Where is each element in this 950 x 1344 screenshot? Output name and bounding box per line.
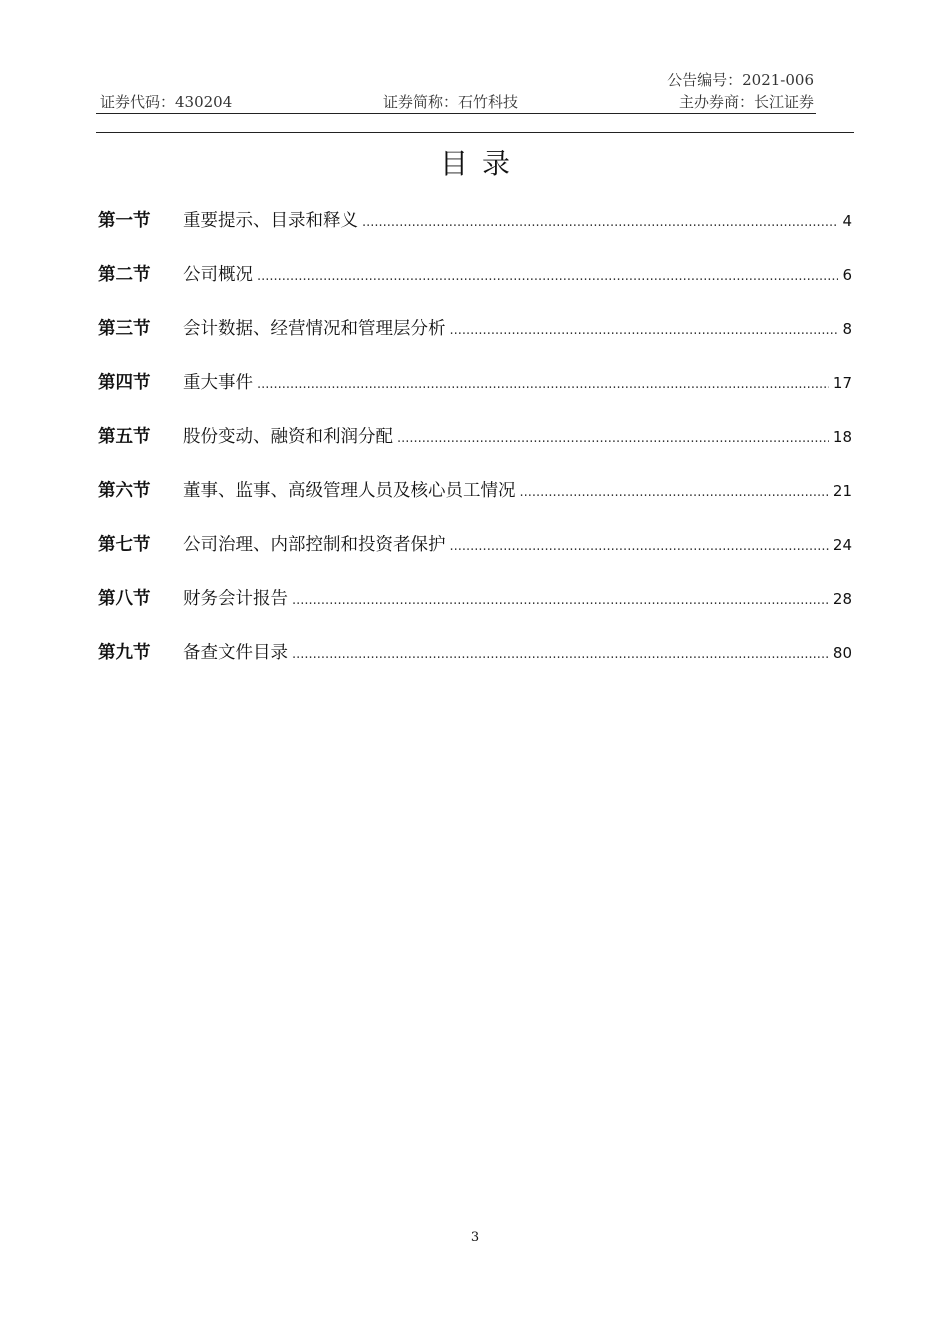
- toc-entry[interactable]: [98, 423, 852, 477]
- toc-leader-dots: [397, 431, 829, 446]
- toc-section-title: 公司概况: [183, 265, 253, 285]
- toc-page-number: 80: [832, 644, 852, 662]
- toc-leader-dots: [257, 269, 838, 284]
- toc-page-number: 18: [832, 428, 852, 446]
- toc-page-number: 4: [842, 212, 852, 230]
- toc-section-number: 第六节: [98, 481, 151, 501]
- toc-entry[interactable]: [98, 207, 852, 261]
- toc-entry[interactable]: [98, 639, 852, 693]
- toc-page-number: 8: [842, 320, 852, 338]
- toc-page-number: 17: [832, 374, 852, 392]
- toc-section-title: 备查文件目录: [183, 643, 288, 663]
- page-title: 目录: [439, 147, 524, 180]
- toc-page-number: 21: [832, 482, 852, 500]
- toc-entry[interactable]: [98, 477, 852, 531]
- toc-entry[interactable]: [98, 585, 852, 639]
- toc-leader-dots: [450, 539, 829, 554]
- toc-section-title: 公司治理、内部控制和投资者保护: [183, 535, 446, 555]
- toc-section-number: 第二节: [98, 265, 151, 285]
- announcement-number: 公告编号：2021-006: [667, 71, 814, 89]
- toc-section-title: 会计数据、经营情况和管理层分析: [183, 319, 446, 339]
- security-code: 证券代码：430204: [100, 93, 233, 111]
- toc-section-title: 重大事件: [183, 373, 253, 393]
- toc-section-number: 第一节: [98, 211, 151, 231]
- toc-entry[interactable]: [98, 261, 852, 315]
- toc-leader-dots: [257, 377, 829, 392]
- toc-section-number: 第四节: [98, 373, 151, 393]
- toc-entry[interactable]: [98, 531, 852, 585]
- header-divider: [96, 113, 816, 114]
- toc-section-number: 第九节: [98, 643, 151, 663]
- page-number-footer: 3: [470, 1230, 480, 1245]
- toc-section-number: 第八节: [98, 589, 151, 609]
- toc-section-title: 财务会计报告: [183, 589, 288, 609]
- toc-section-number: 第五节: [98, 427, 151, 447]
- toc-section-title: 股份变动、融资和利润分配: [183, 427, 393, 447]
- toc-section-number: 第三节: [98, 319, 151, 339]
- toc-leader-dots: [362, 215, 838, 230]
- page-header: [96, 66, 816, 114]
- table-of-contents: [98, 207, 852, 693]
- toc-leader-dots: [292, 647, 829, 662]
- toc-section-number: 第七节: [98, 535, 151, 555]
- toc-leader-dots: [292, 593, 829, 608]
- toc-leader-dots: [450, 323, 839, 338]
- toc-page-number: 24: [832, 536, 852, 554]
- toc-leader-dots: [520, 485, 829, 500]
- toc-page-number: 28: [832, 590, 852, 608]
- toc-entry[interactable]: [98, 315, 852, 369]
- security-name: 证券简称：石竹科技: [383, 93, 519, 111]
- toc-section-title: 重要提示、目录和释义: [183, 211, 358, 231]
- toc-page-number: 6: [842, 266, 852, 284]
- toc-entry[interactable]: [98, 369, 852, 423]
- header-divider-lower: [96, 132, 854, 133]
- sponsor-broker: 主办券商：长江证券: [678, 93, 814, 111]
- toc-section-title: 董事、监事、高级管理人员及核心员工情况: [183, 481, 516, 501]
